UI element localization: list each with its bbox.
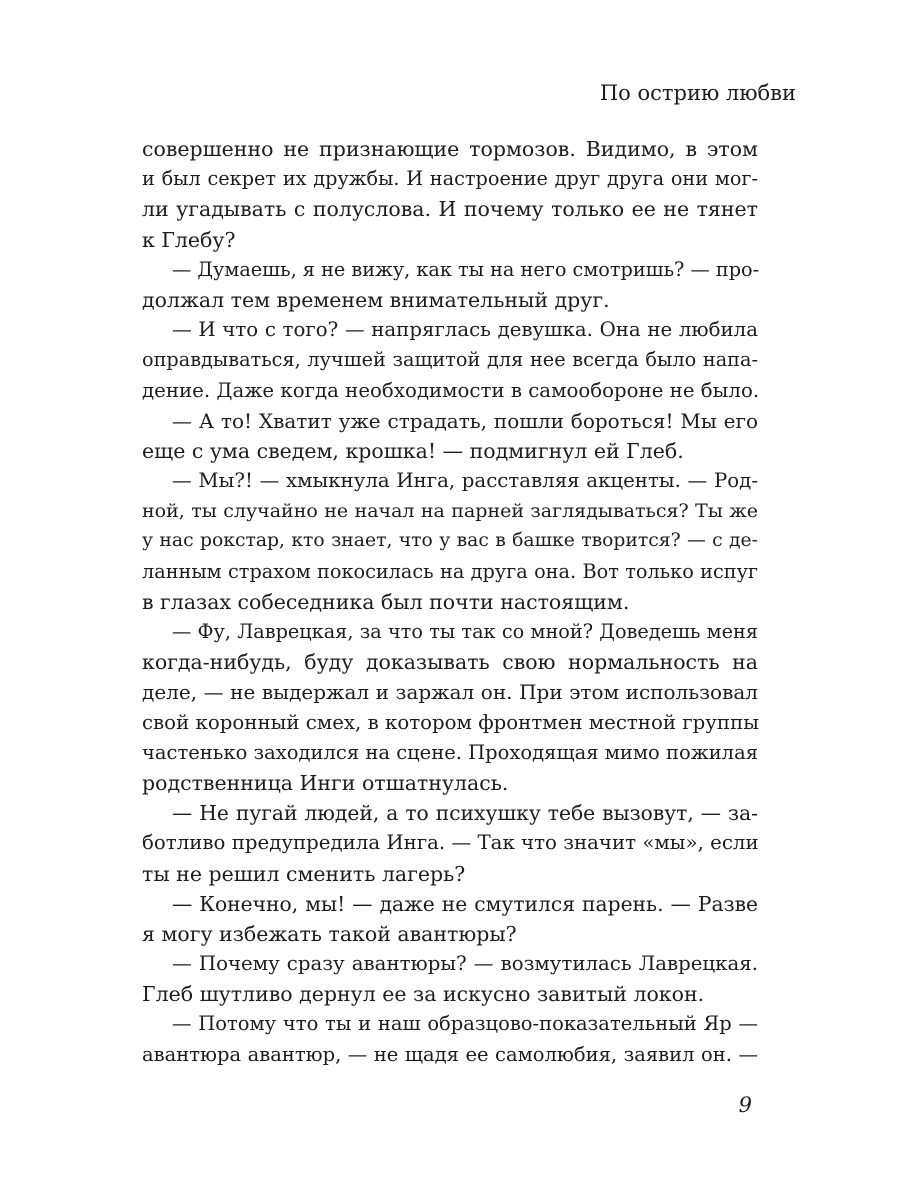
text-line: должал тем временем внимательный друг. [142, 287, 610, 312]
text-line: Глеб шутливо дернул ее за искусно завитый локон. [142, 982, 705, 1007]
text-line: — И что с того? — напряглась девушка. Она не любила [172, 318, 758, 342]
text-line: оправдываться, лучшей защитой для нее всегда было напа- [142, 348, 758, 372]
text-line: у нас рокстар, кто знает, что у вас в башке творится? — с де- [142, 530, 758, 552]
text-line: — Думаешь, я не вижу, как ты на него смотришь? — про- [172, 257, 760, 281]
text-line: — Мы?! — хмыкнула Инга, расставляя акценты. — Род- [172, 469, 758, 493]
text-line: дение. Даже когда необходимости в самообороне не было. [142, 378, 760, 402]
text-line: ли угадывать с полуслова. И почему только ее не тянет [142, 197, 758, 222]
text-line: — Конечно, мы! — даже не смутился парень. — Разве [172, 891, 758, 916]
text-line: я могу избежать такой авантюры? [142, 921, 517, 946]
text-line: ланным страхом покосилась на друга она. Вот только испуг [142, 559, 758, 583]
text-line: еще с ума сведем, крошка! — подмигнул ей Глеб. [142, 438, 684, 463]
text-line: и был секрет их дружбы. И настроение друг друга они мог- [142, 167, 758, 191]
text-line: частенько заходился на сцене. Проходящая мимо пожилая [142, 740, 758, 764]
text-line: ты не решил сменить лагерь? [142, 861, 466, 886]
body-text [142, 134, 758, 1070]
text-line: деле, — не выдержал и заржал он. При этом использовал [142, 680, 758, 705]
text-line: когда-нибудь, буду доказывать свою нормальность на [142, 650, 758, 675]
text-line: — А то! Хватит уже страдать, пошли бороться! Мы его [172, 408, 758, 433]
text-line: ной, ты случайно не начал на парней заглядываться? Ты же [142, 500, 758, 523]
text-line: в глазах собеседника был почти настоящим. [142, 589, 630, 614]
text-line: — Не пугай людей, а то психушку тебе вызовут, — за- [172, 801, 758, 826]
page-number: 9 [738, 1093, 752, 1117]
text-line: — Почему сразу авантюры? — возмутилась Лаврецкая. [172, 952, 758, 976]
text-line: авантюра авантюр, — не щадя ее самолюбия, заявил он. — [142, 1042, 758, 1066]
text-line: совершенно не признающие тормозов. Видимо, в этом [142, 137, 758, 161]
text-line: к Глебу? [142, 227, 236, 252]
running-header-title: По острию любви [599, 81, 796, 105]
text-line: — Потому что ты и наш образцово-показательный Яр — [172, 1012, 758, 1036]
text-line: — Фу, Лаврецкая, за что ты так со мной? Доведешь меня [172, 620, 758, 643]
text-line: родственница Инги отшатнулась. [142, 770, 509, 795]
text-line: ботливо предупредила Инга. — Так что значит «мы», если [142, 831, 759, 855]
text-line: свой коронный смех, в котором фронтмен местной группы [142, 710, 759, 734]
